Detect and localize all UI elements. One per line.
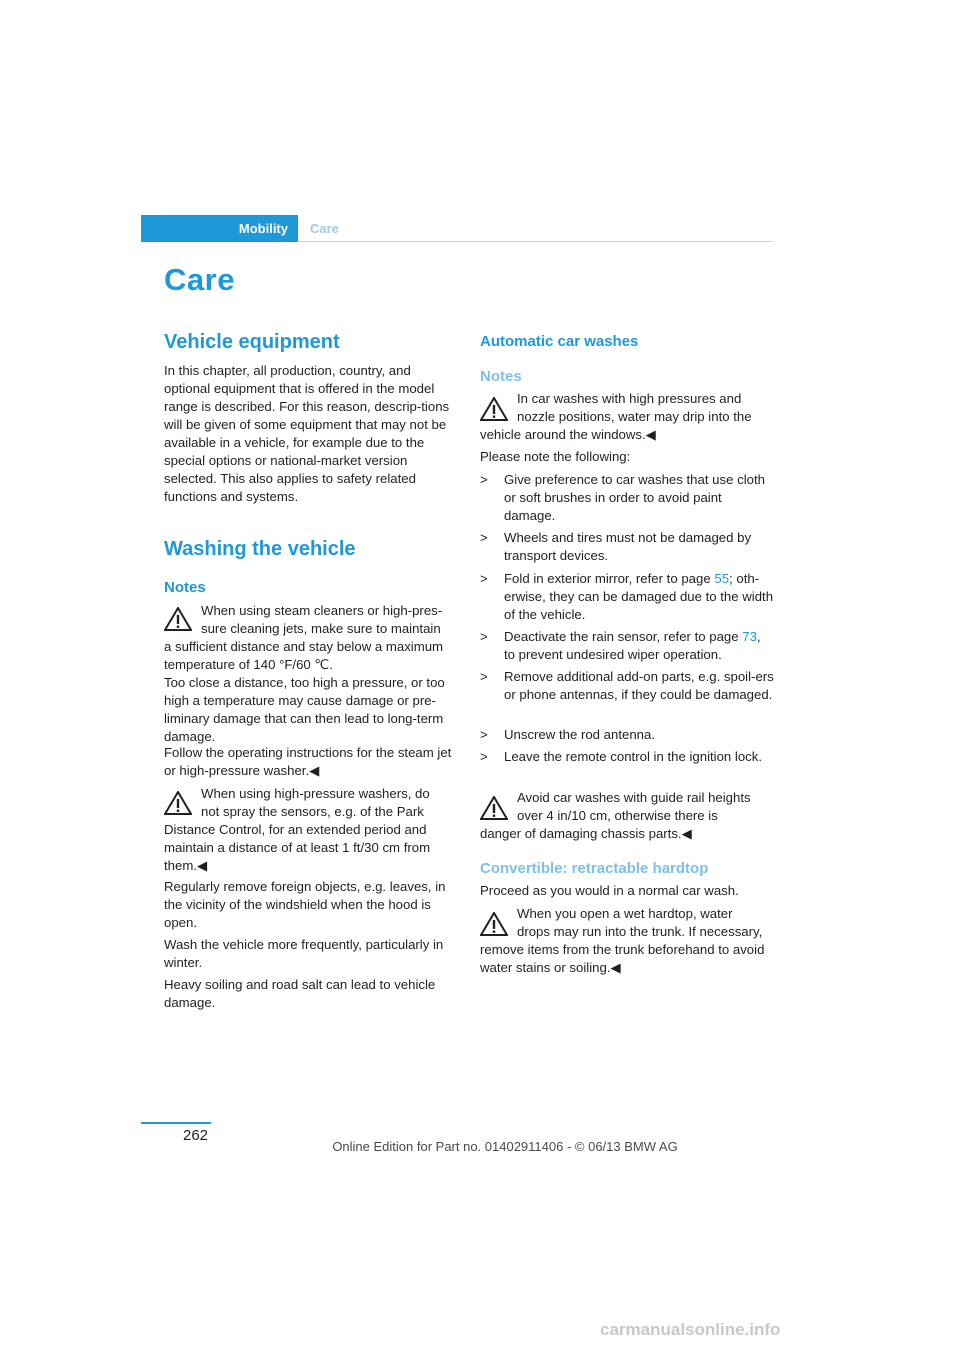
warning-2-text: Distance Control, for an extended period and maintain a distance of at least 1 ft/30 cm from them.◀	[164, 822, 431, 873]
warning-5-line1: When you open a wet hardtop, water	[517, 906, 733, 921]
warning-icon	[480, 397, 508, 421]
heading-notes-left: Notes	[164, 579, 206, 596]
bullet: >	[480, 669, 488, 684]
warning-2-line1: When using high-pressure washers, do	[201, 786, 430, 801]
bullet: >	[480, 571, 488, 586]
list-item	[480, 471, 775, 525]
bullet: >	[480, 727, 488, 742]
page-link-55[interactable]: 55	[714, 571, 730, 586]
heading-notes-right: Notes	[480, 368, 522, 385]
chapter-title: Care	[164, 262, 235, 297]
bullet: >	[480, 749, 488, 764]
warning-icon	[164, 607, 192, 631]
page-number-rule	[141, 1122, 211, 1124]
heading-vehicle-equipment: Vehicle equipment	[164, 331, 340, 353]
list-item-text-pre: Fold in exterior mirror, refer to page	[504, 571, 715, 586]
list-item-text	[504, 628, 774, 664]
paragraph-proceed: Proceed as you would in a normal car wash.	[480, 883, 739, 898]
list-item	[480, 628, 775, 664]
list-item	[480, 529, 775, 565]
bullet: >	[480, 530, 488, 545]
heading-convertible-hardtop: Convertible: retractable hardtop	[480, 860, 709, 877]
warning-3-text: vehicle around the windows.◀	[480, 427, 656, 442]
list-item-text: Give preference to car washes that use cloth or soft brushes in order to avoid paint damage.	[504, 472, 765, 523]
warning-icon	[164, 791, 192, 815]
warning-3-line1: In car washes with high pressures and	[517, 391, 742, 406]
list-item	[480, 748, 775, 784]
list-item-text-pre: Deactivate the rain sensor, refer to page	[504, 629, 743, 644]
warning-4-line2: over 4 in/10 cm, otherwise there is	[517, 808, 718, 823]
list-item-text: Remove additional add-on parts, e.g. spoil-ers or phone antennas, if they could be damaged.	[504, 669, 774, 702]
list-item	[480, 570, 775, 624]
list-item-text: Unscrew the rod antenna.	[504, 727, 656, 742]
header-rule	[298, 241, 773, 242]
paragraph-vehicle-equipment: In this chapter, all production, country, and optional equipment that is offered in the model range is described. For this reason, descrip-tions will be given of some equipment that may not be available in a vehicle, for example due to the special options or national-market version selected. This also applies to safety related functions and systems.	[164, 363, 450, 504]
warning-4-text: danger of damaging chassis parts.◀	[480, 826, 692, 841]
warning-1-line1: When using steam cleaners or high-pres-	[201, 603, 443, 618]
watermark: carmanualsonline.info	[600, 1320, 781, 1339]
heading-automatic-car-washes: Automatic car washes	[480, 333, 639, 350]
page-number: 262	[183, 1127, 209, 1144]
heading-washing-vehicle: Washing the vehicle	[164, 538, 356, 560]
footer-edition: Online Edition for Part no. 01402911406 - © 06/13 BMW AG	[332, 1139, 678, 1154]
page-link-73[interactable]: 73	[742, 629, 757, 644]
warning-icon	[480, 912, 508, 936]
list-item-text: Leave the remote control in the ignition lock.	[504, 749, 763, 764]
header-subsection: Care	[310, 221, 339, 236]
list-item-text: Wheels and tires must not be damaged by transport devices.	[504, 530, 752, 563]
warning-3-line2: nozzle positions, water may drip into the	[517, 409, 752, 424]
warning-5-line2: drops may run into the trunk. If necessary,	[517, 924, 763, 939]
warning-1-text: a sufficient distance and stay below a maximum temperature of 140 °F/60 ℃.	[164, 639, 444, 672]
warning-4-line1: Avoid car washes with guide rail heights	[517, 790, 751, 805]
list-item-text	[504, 570, 774, 624]
list-item-text-post: ; oth-erwise, they can be damaged due to the width of the vehicle.	[504, 571, 774, 622]
paragraph-regularly-remove: Regularly remove foreign objects, e.g. leaves, in the vicinity of the windshield when the hood is open.	[164, 879, 446, 930]
paragraph-wash-frequently: Wash the vehicle more frequently, particularly in winter.	[164, 937, 444, 970]
bullet: >	[480, 472, 488, 487]
list-item-text-post: , to prevent undesired wiper operation.	[504, 629, 761, 662]
header-section-tab: Mobility	[141, 215, 298, 242]
paragraph-follow-instructions: Follow the operating instructions for the steam jet or high-pressure washer.◀	[164, 745, 452, 778]
warning-icon	[480, 796, 508, 820]
paragraph-please-note: Please note the following:	[480, 449, 631, 464]
warning-5-text: remove items from the trunk beforehand to avoid water stains or soiling.◀	[480, 942, 765, 975]
paragraph-heavy-soiling: Heavy soiling and road salt can lead to vehicle damage.	[164, 977, 436, 1010]
paragraph-too-close: Too close a distance, too high a pressure, or too high a temperature may cause damage or pre-liminary damage that can then lead to long-term damage.	[164, 675, 445, 744]
list-item	[480, 668, 775, 722]
list-item	[480, 726, 775, 744]
warning-2-line2: not spray the sensors, e.g. of the Park	[201, 804, 424, 819]
warning-1-line2: sure cleaning jets, make sure to maintain	[201, 621, 441, 636]
bullet: >	[480, 629, 488, 644]
